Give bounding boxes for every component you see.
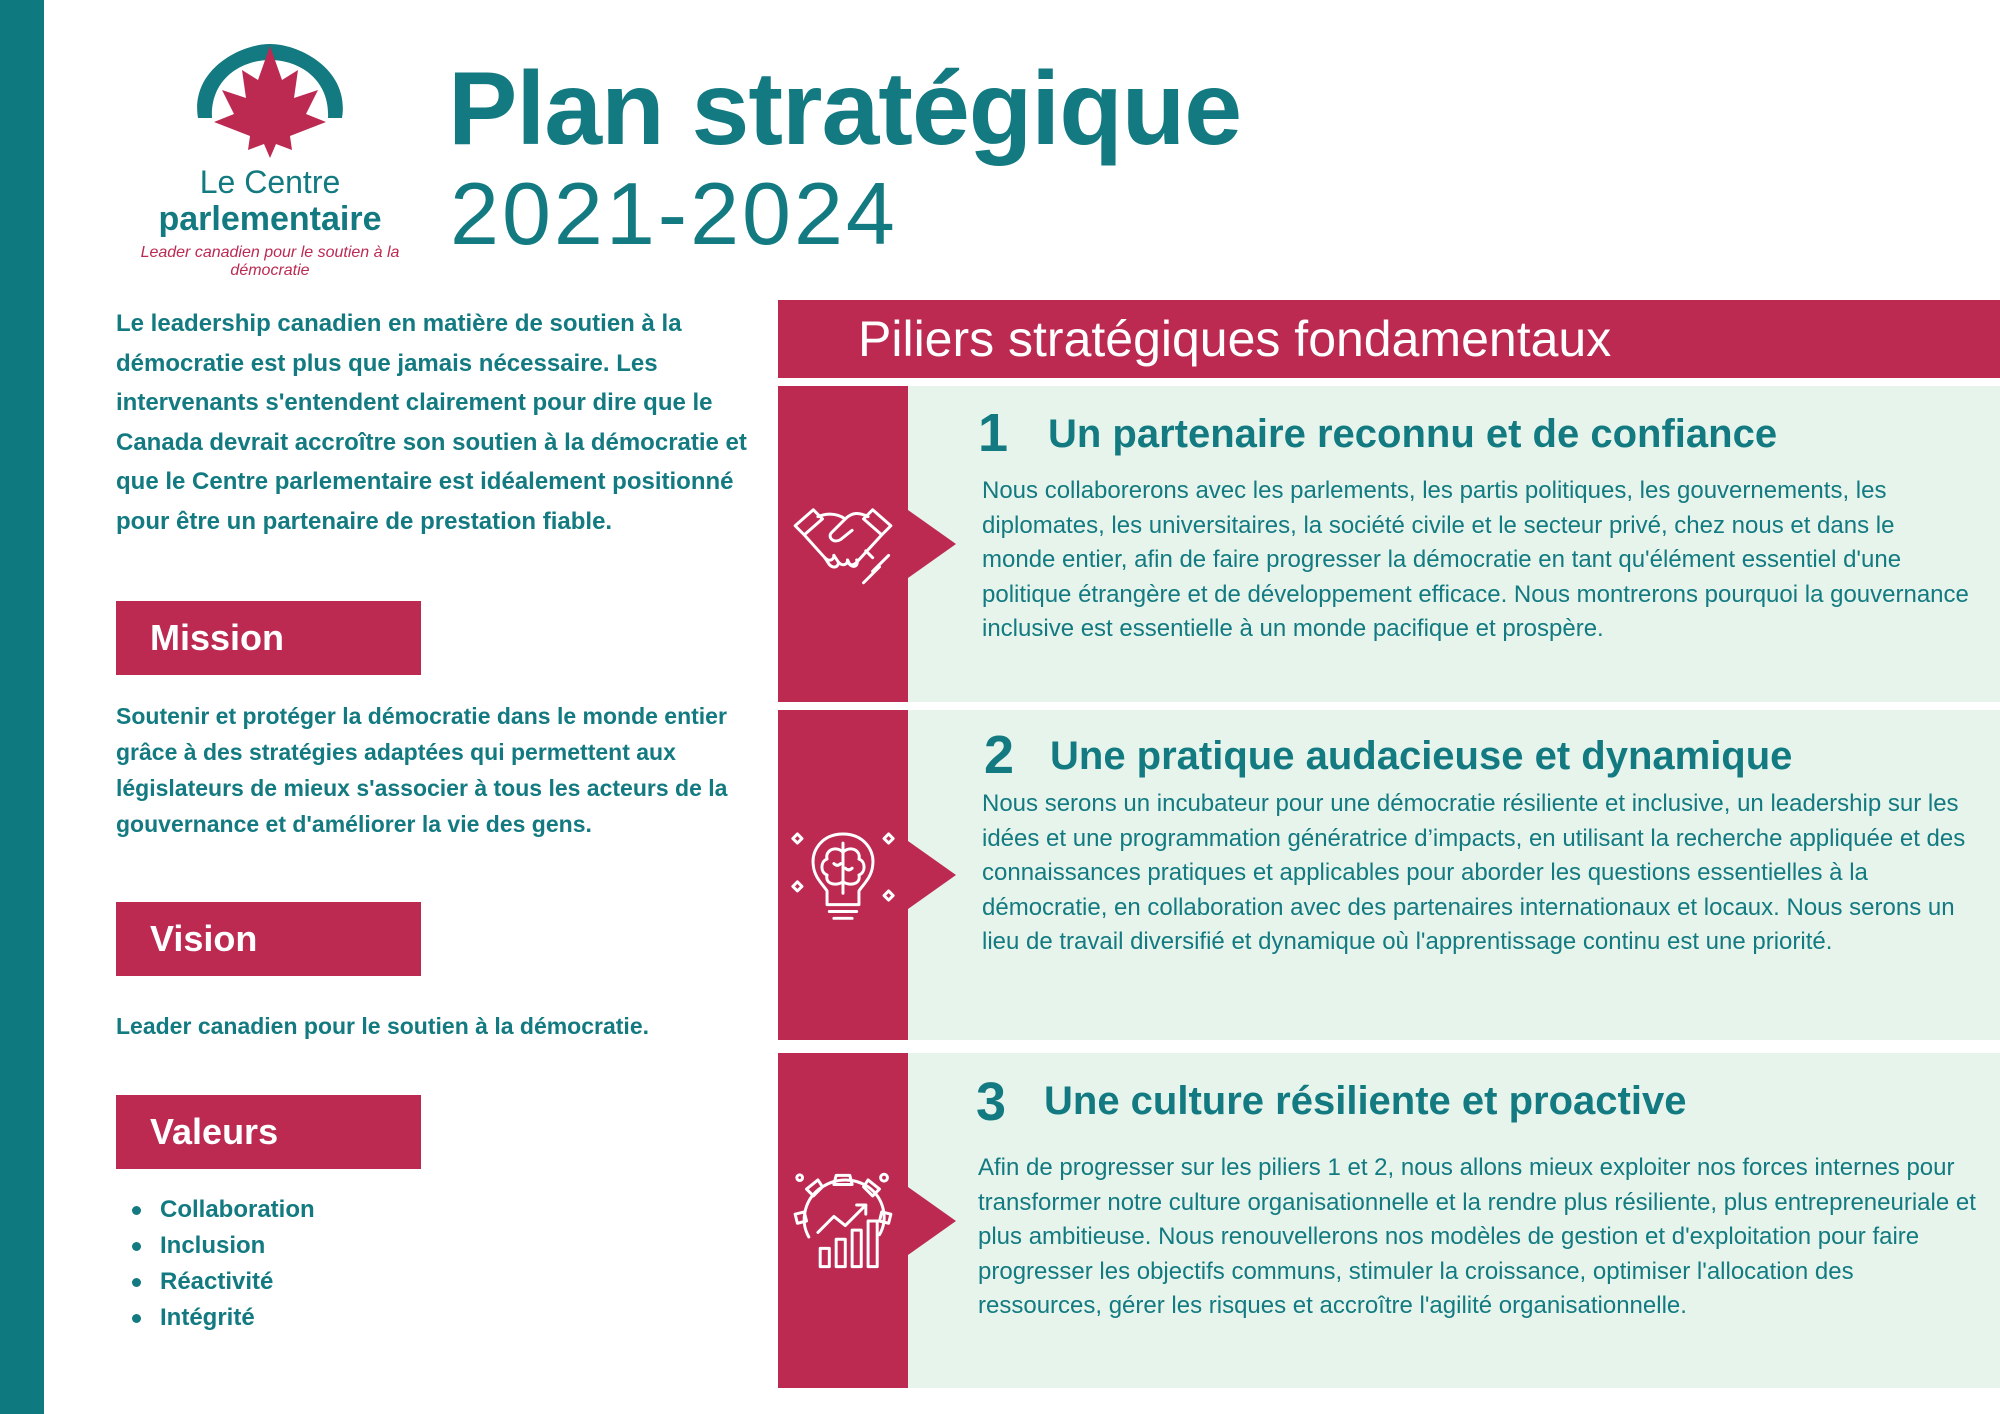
organization-logo <box>130 40 410 290</box>
handshake-icon <box>786 487 900 601</box>
value-item: Collaboration <box>130 1192 315 1228</box>
pillar-number: 2 <box>984 725 1015 785</box>
pillar-2 <box>778 710 2000 1040</box>
pillar-number: 3 <box>976 1072 1007 1132</box>
pillar-description: Nous serons un incubateur pour une démocratie résiliente et inclusive, un leadership sur les idées et une programmation génératrice d’impacts, en utilisant la recherche appliquée et des connaissances pratiques et applicables pour aborder les questions essentielles à la démocratie, en collaboration avec des partenaires internationaux et locaux. Nous serons un lieu de travail diversifié et dynamique où l'apprentissage continu est une priorité. <box>982 790 1966 955</box>
values-label: Valeurs <box>116 1095 421 1169</box>
pillar-description: Afin de progresser sur les piliers 1 et 2, nous allons mieux exploiter nos forces internes pour transformer notre culture organisationnelle et la rendre plus résiliente, plus entrepreneuriale et plus ambitieuse. Nous renouvellerons nos modèles de gestion et d'exploitation pour faire progresser les objectifs communs, stimuler la croissance, optimiser l'allocation des ressources, gérer les risques et accroître l'agilité organisationnelle. <box>978 1154 1976 1319</box>
pillars-heading: Piliers stratégiques fondamentaux <box>778 300 2000 378</box>
pillar-arrow <box>908 510 956 578</box>
pillar-3 <box>778 1053 2000 1388</box>
pillar-title: Une pratique audacieuse et dynamique <box>1050 734 1793 778</box>
vision-label: Vision <box>116 902 421 976</box>
pillar-number: 1 <box>978 403 1009 463</box>
gear-growth-chart-icon <box>786 1164 900 1278</box>
pillar-title: Une culture résiliente et proactive <box>1044 1079 1687 1123</box>
pillar-1 <box>778 386 2000 702</box>
pillar-icon-panel <box>778 1053 908 1388</box>
maple-leaf-arc-icon <box>180 40 360 160</box>
value-item: Intégrité <box>130 1300 315 1336</box>
page-title: Plan stratégique <box>448 51 1242 167</box>
lightbulb-brain-icon <box>786 818 900 932</box>
pillar-icon-panel <box>778 386 908 702</box>
values-list <box>130 1192 315 1336</box>
mission-label: Mission <box>116 601 421 675</box>
left-accent-bar <box>0 0 44 1414</box>
pillar-title: Un partenaire reconnu et de confiance <box>1048 412 1778 456</box>
pillar-description: Nous collaborerons avec les parlements, les partis politiques, les gouvernements, les diplomates, les universitaires, la société civile et le secteur privé, chez nous et dans le monde entier, afin de faire progresser la démocratie en tant qu'élément essentiel d'une politique étrangère et de développement efficace. Nous montrerons pourquoi la gouvernance inclusive est essentielle à un monde pacifique et prospère. <box>982 477 1969 642</box>
logo-name-line2: parlementaire <box>158 200 382 238</box>
logo-name-line1: Le Centre <box>199 164 341 200</box>
intro-paragraph: Le leadership canadien en matière de soutien à la démocratie est plus que jamais nécessaire. Les intervenants s'entendent clairement pour dire que le Canada devrait accroître son soutien à la démocratie et que le Centre parlementaire est idéalement positionné pour être un partenaire de prestation fiable. <box>116 310 747 535</box>
value-item: Inclusion <box>130 1228 315 1264</box>
pillar-arrow <box>908 1187 956 1255</box>
plan-years: 2021-2024 <box>450 164 898 263</box>
pillar-arrow <box>908 841 956 909</box>
value-item: Réactivité <box>130 1264 315 1300</box>
vision-text: Leader canadien pour le soutien à la démocratie. <box>116 1013 649 1039</box>
pillar-icon-panel <box>778 710 908 1040</box>
logo-tagline: Leader canadien pour le soutien à la démocratie <box>140 244 400 279</box>
mission-text: Soutenir et protéger la démocratie dans le monde entier grâce à des stratégies adaptées qui permettent aux législateurs de mieux s'associer à tous les acteurs de la gouvernance et d'améliorer la vie des gens. <box>116 703 728 837</box>
